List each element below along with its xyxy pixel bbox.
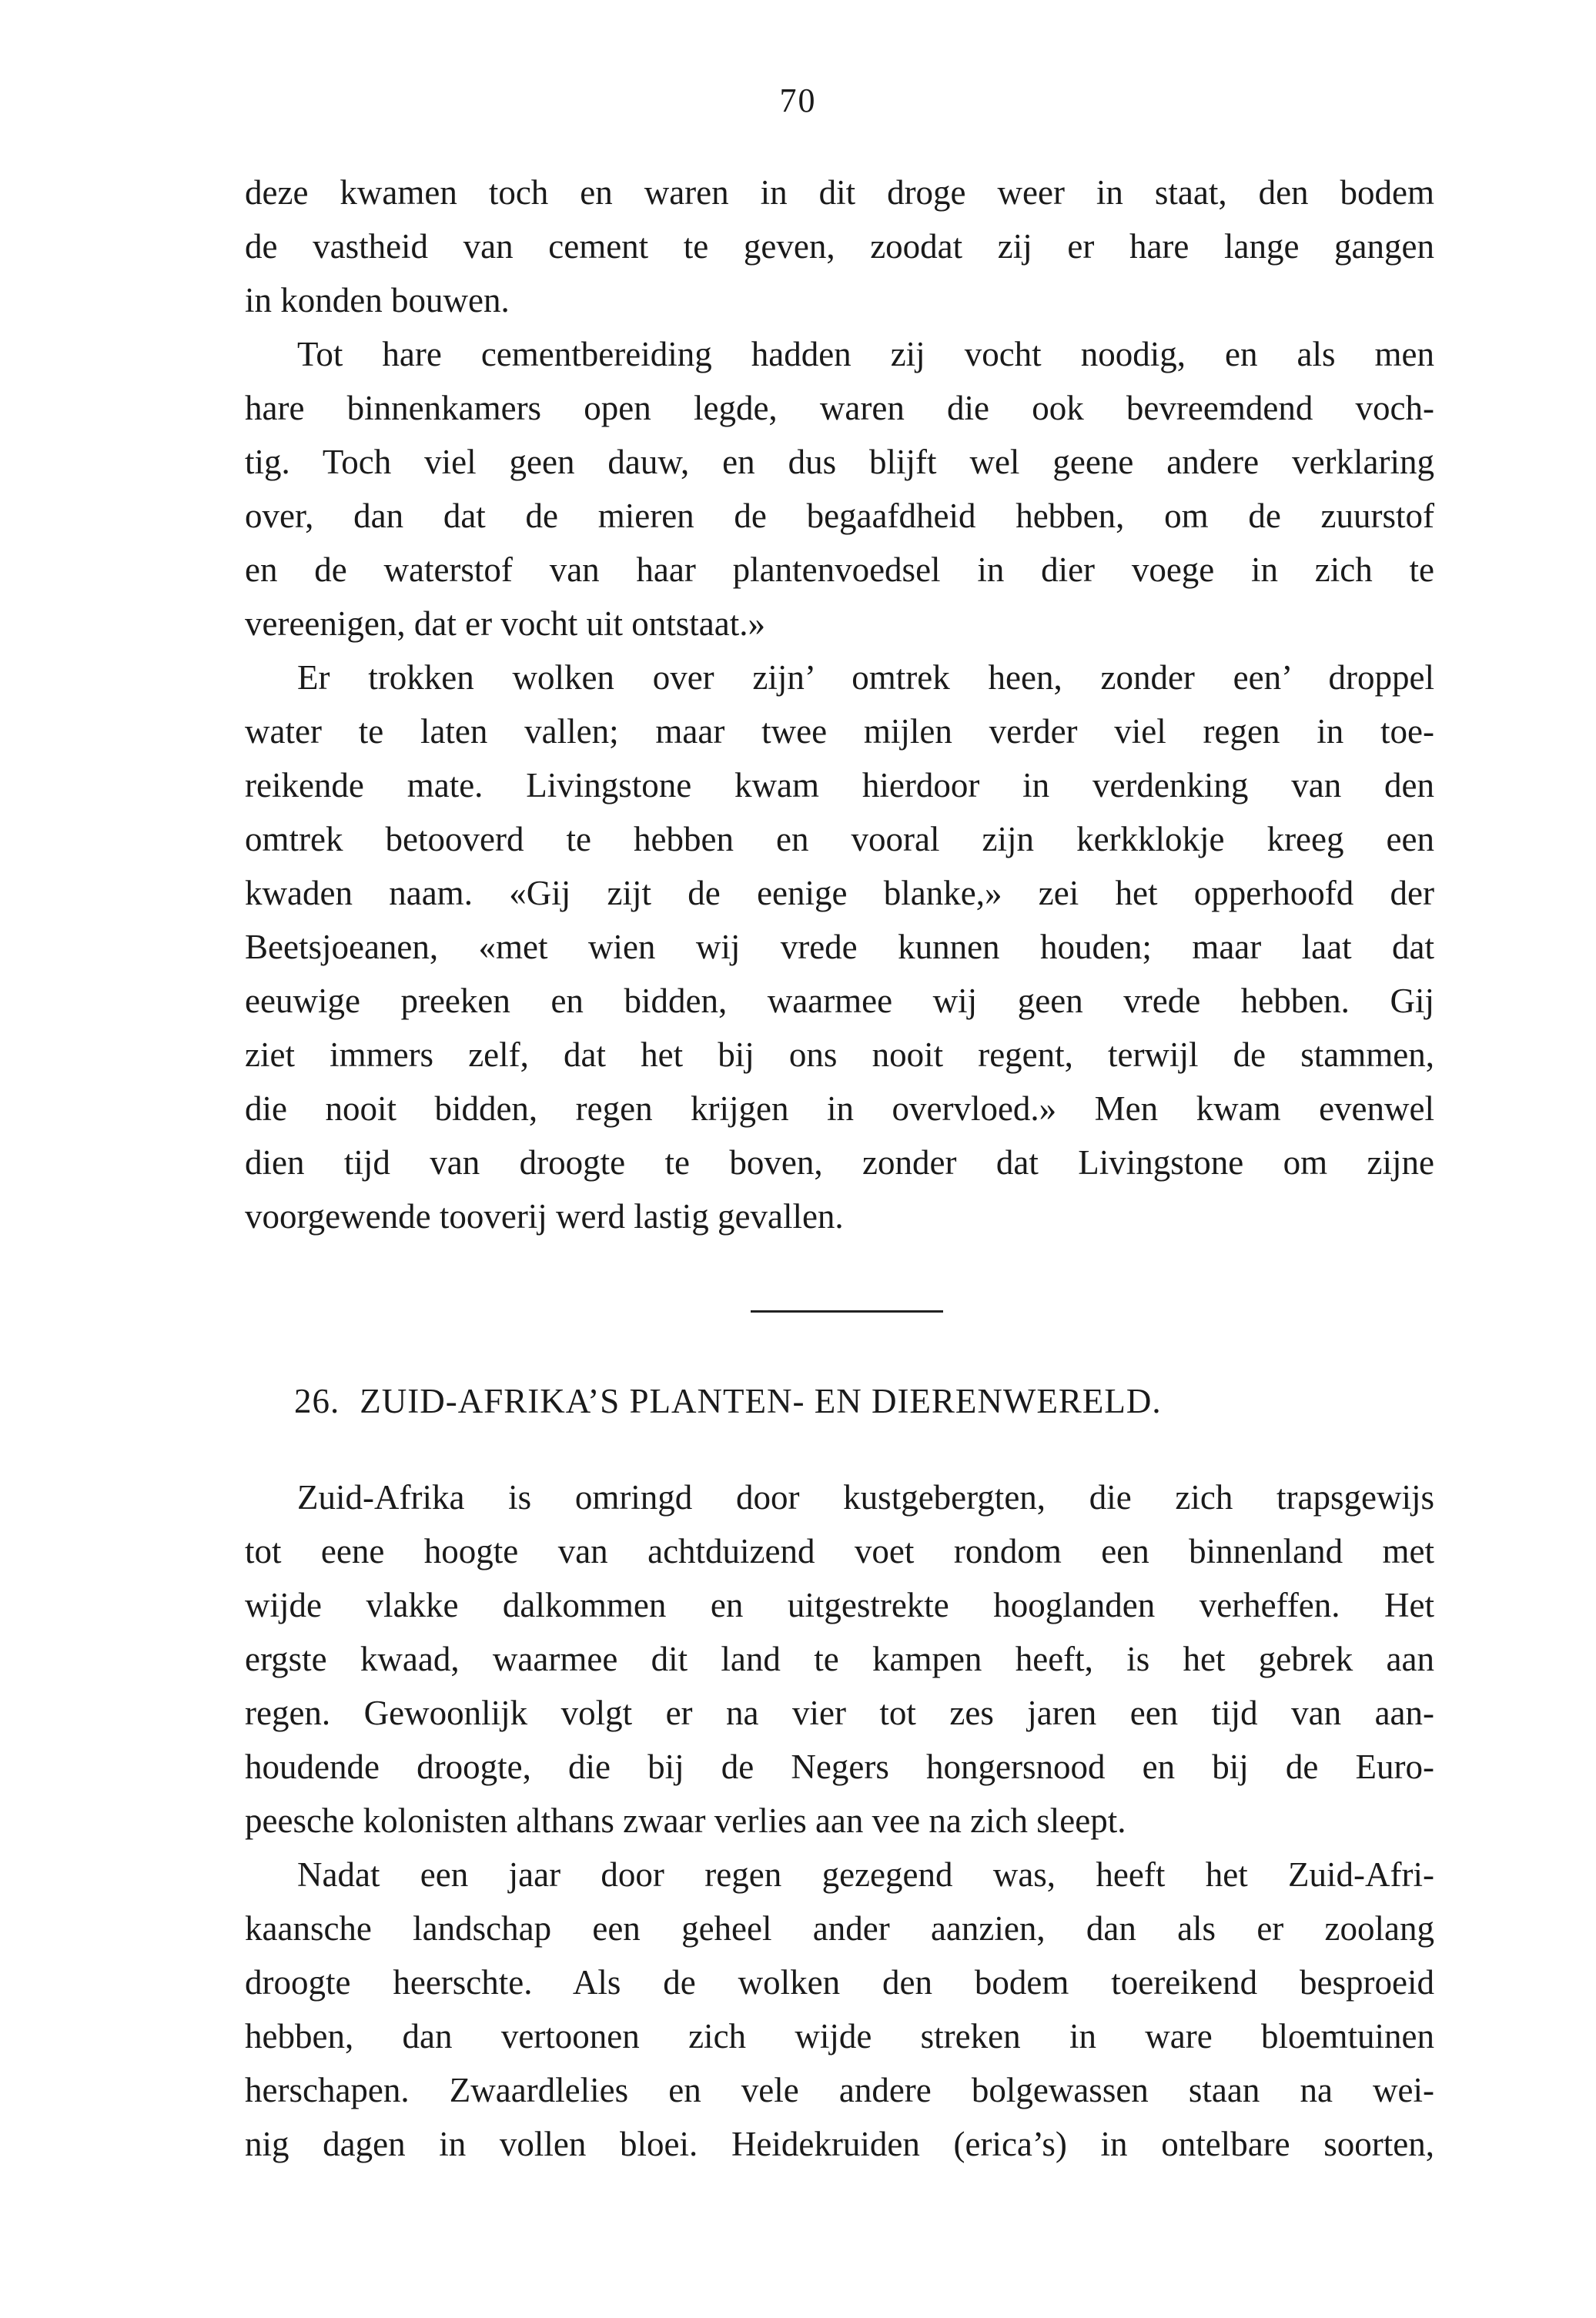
- text-line: droogte heerschte. Als de wolken den bodem toereikend besproeid: [245, 1963, 1434, 2002]
- section-divider: [751, 1310, 943, 1313]
- text-line: tot eene hoogte van achtduizend voet rondom een binnenland met: [245, 1532, 1434, 1570]
- text-line: Beetsjoeanen, «met wien wij vrede kunnen houden; maar laat dat: [245, 928, 1434, 966]
- text-line: en de waterstof van haar plantenvoedsel in dier voege in zich te: [245, 550, 1434, 589]
- text-line: die nooit bidden, regen krijgen in overvloed.» Men kwam evenwel: [245, 1089, 1434, 1128]
- text-line: deze kwamen toch en waren in dit droge weer in staat, den bodem: [245, 173, 1434, 212]
- text-line: wijde vlakke dalkommen en uitgestrekte hooglanden verheffen. Het: [245, 1586, 1434, 1624]
- text-line: water te laten vallen; maar twee mijlen verder viel regen in toe-: [245, 712, 1434, 751]
- text-line: eeuwige preeken en bidden, waarmee wij geen vrede hebben. Gij: [245, 982, 1434, 1020]
- text-line: Tot hare cementbereiding hadden zij vocht noodig, en als men: [297, 335, 1434, 373]
- section-number: 26.: [294, 1382, 340, 1420]
- text-line: regen. Gewoonlijk volgt er na vier tot zes jaren een tijd van aan-: [245, 1694, 1434, 1732]
- text-line: reikende mate. Livingstone kwam hierdoor in verdenking van den: [245, 766, 1434, 804]
- text-line: vereenigen, dat er vocht uit ontstaat.»: [245, 604, 766, 643]
- text-line: omtrek betooverd te hebben en vooral zijn kerkklokje kreeg een: [245, 820, 1434, 858]
- text-line: peesche kolonisten althans zwaar verlies aan vee na zich sleept.: [245, 1801, 1126, 1840]
- text-line: in konden bouwen.: [245, 281, 510, 319]
- text-line: houdende droogte, die bij de Negers hongersnood en bij de Euro-: [245, 1748, 1434, 1786]
- text-line: Zuid-Afrika is omringd door kustgebergten, die zich trapsgewijs: [297, 1478, 1434, 1517]
- section-title: ZUID-AFRIKA’S PLANTEN- EN DIERENWERELD.: [360, 1382, 1162, 1420]
- text-line: ergste kwaad, waarmee dit land te kampen heeft, is het gebrek aan: [245, 1640, 1434, 1678]
- text-block-zuid-afrika: [245, 1470, 1434, 2171]
- text-line: over, dan dat de mieren de begaafdheid hebben, om de zuurstof: [245, 497, 1434, 535]
- text-line: hebben, dan vertoonen zich wijde streken in ware bloemtuinen: [245, 2017, 1434, 2055]
- text-line: kaansche landschap een geheel ander aanzien, dan als er zoolang: [245, 1909, 1434, 1948]
- text-line: kwaden naam. «Gij zijt de eenige blanke,» zei het opperhoofd der: [245, 874, 1434, 912]
- text-line: herschapen. Zwaardlelies en vele andere bolgewassen staan na wei-: [245, 2071, 1434, 2109]
- text-line: dien tijd van droogte te boven, zonder dat Livingstone om zijne: [245, 1143, 1434, 1182]
- text-line: voorgewende tooverij werd lastig gevallen.: [245, 1197, 844, 1236]
- text-line: tig. Toch viel geen dauw, en dus blijft wel geene andere verklaring: [245, 443, 1434, 481]
- page-number: 70: [779, 82, 817, 119]
- text-line: nig dagen in vollen bloei. Heidekruiden (erica’s) in ontelbare soorten,: [245, 2125, 1434, 2163]
- text-block-livingstone: [245, 166, 1434, 1243]
- text-line: Er trokken wolken over zijn’ omtrek heen, zonder een’ droppel: [297, 658, 1434, 697]
- text-line: de vastheid van cement te geven, zoodat zij er hare lange gangen: [245, 227, 1434, 266]
- text-line: ziet immers zelf, dat het bij ons nooit regent, terwijl de stammen,: [245, 1035, 1434, 1074]
- text-line: hare binnenkamers open legde, waren die ook bevreemdend voch-: [245, 389, 1434, 427]
- text-line: Nadat een jaar door regen gezegend was, heeft het Zuid-Afri-: [297, 1855, 1434, 1894]
- section-heading: [294, 1374, 1387, 1428]
